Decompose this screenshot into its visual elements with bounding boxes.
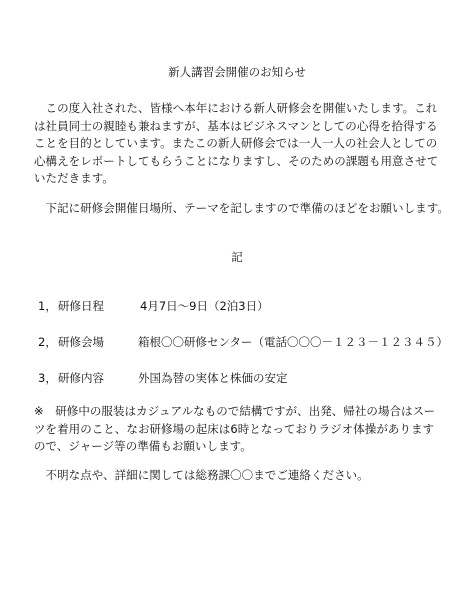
request-line: 下記に研修会開催日場所、テーマを記しますので準備のほどをお願いします。: [34, 201, 449, 215]
request-paragraph: [34, 200, 449, 218]
item-value: 外国為替の実体と株価の安定: [138, 371, 288, 385]
ki-heading: 記: [231, 250, 243, 264]
intro-line: ことを目的としています。またこの新人研修会では一人一人の社会人としての: [34, 136, 438, 150]
intro-paragraph: [34, 100, 444, 188]
note-line: ※ 研修中の服装はカジュアルなもので結構ですが、出発、帰社の場合はスー: [34, 404, 436, 418]
content-item: [38, 370, 288, 386]
intro-line: 心構えをレポートしてもらうことになりますし、そのための課題も用意させて: [34, 153, 439, 168]
item-value: 箱根〇〇研修センター（電話〇〇〇－１２３－１２３４５）: [138, 335, 449, 349]
note-line: ので、ジャージ等の準備もお願いします。: [34, 439, 252, 453]
item-label: 研修日程: [58, 299, 104, 313]
notice-title: 新人講習会開催のお知らせ: [168, 65, 306, 79]
venue-item: [38, 334, 448, 350]
item-label: 研修会場: [58, 335, 104, 349]
note-paragraph: [34, 403, 444, 456]
intro-line: いただきます。: [34, 171, 114, 185]
contact-line: 不明な点や、詳細に関しては総務課〇〇までご連絡ください。: [34, 468, 369, 482]
item-number: 3，: [38, 371, 57, 385]
schedule-item: [38, 298, 269, 314]
item-value: 4月7日～9日（2泊3日）: [140, 299, 269, 313]
intro-line: この度入社された、皆様へ本年における新人研修会を開催いたします。これ: [34, 101, 438, 115]
note-line: ツを着用のこと、なお研修場の起床は6時となっておりラジオ体操があります: [34, 421, 435, 436]
item-label: 研修内容: [58, 371, 104, 385]
item-number: 1，: [38, 299, 57, 313]
intro-line: は社員同士の親睦も兼ねますが、基本はビジネスマンとしての心得を拾得する: [34, 118, 438, 133]
item-number: 2，: [38, 335, 57, 349]
contact-paragraph: [34, 467, 444, 485]
